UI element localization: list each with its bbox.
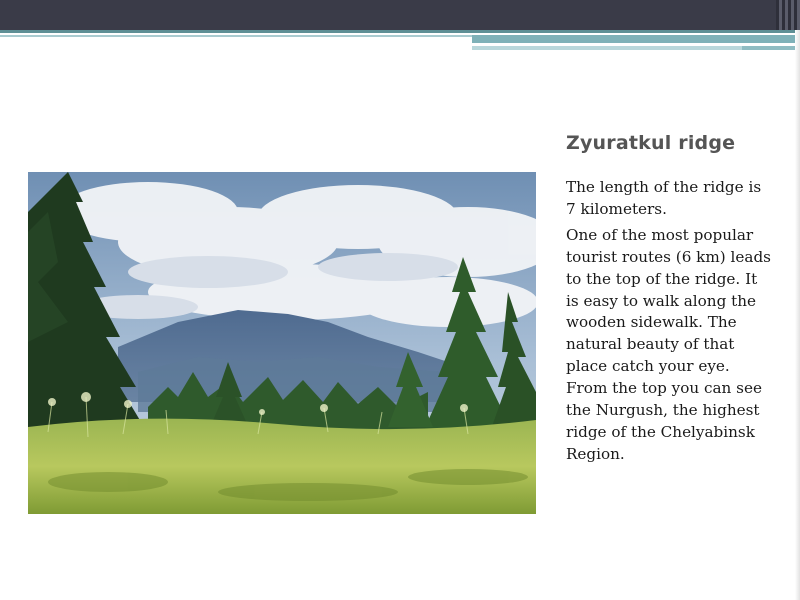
header-rule-light bbox=[472, 46, 742, 50]
body-paragraph: The length of the ridge is 7 kilometers. bbox=[566, 178, 762, 218]
header-rule-end bbox=[742, 46, 800, 50]
slide-title: Zyuratkul ridge bbox=[566, 132, 736, 154]
header-rule bbox=[0, 30, 800, 33]
slide-body bbox=[566, 177, 772, 470]
body-paragraph: One of the most popular tourist routes (6 km) leads to the top of the ridge. It is easy to walk along the wooden sidewalk. The natural beauty of that place catch your eye. From the top you can see the Nurgush, the highest ridge of the Chelyabinsk Region. bbox=[566, 225, 771, 463]
header-rule-thin bbox=[0, 35, 472, 37]
header-bar bbox=[0, 0, 800, 30]
header-bar-accent bbox=[776, 0, 800, 30]
slide-edge-shadow bbox=[795, 30, 800, 600]
header-rule-thick bbox=[472, 35, 800, 43]
landscape-photo bbox=[28, 172, 536, 514]
